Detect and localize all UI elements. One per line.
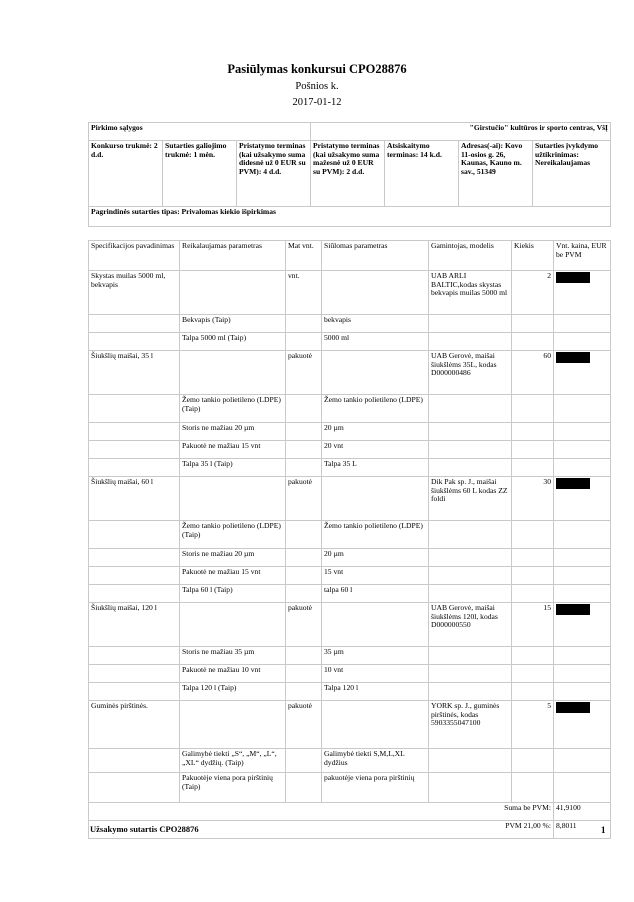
table-row — [89, 585, 611, 603]
unit — [286, 315, 322, 333]
unit — [286, 459, 322, 477]
column-header: Reikalaujamas parametras — [180, 241, 286, 271]
footer-order: Užsakymo sutartis CPO28876 — [90, 824, 199, 834]
offered-parameter: 10 vnt — [322, 665, 429, 683]
table-row — [89, 647, 611, 665]
buyer-name: "Girstučio" kultūros ir sporto centras, VšĮ — [311, 123, 611, 141]
item-name — [89, 749, 180, 773]
unit-price — [554, 549, 611, 567]
manufacturer — [429, 773, 512, 803]
item-name: Skystas muilas 5000 ml, bekvapis — [89, 271, 180, 315]
unit-price — [554, 333, 611, 351]
unit-price — [554, 459, 611, 477]
unit-price — [554, 423, 611, 441]
offered-parameter: bekvapis — [322, 315, 429, 333]
unit — [286, 567, 322, 585]
unit — [286, 773, 322, 803]
condition-cell: Pristatymo terminas (kai užsakymo suma mažesnė už 0 EUR su PVM): 2 d.d. — [311, 141, 385, 207]
table-row — [89, 683, 611, 701]
table-row — [89, 701, 611, 749]
table-row — [89, 423, 611, 441]
offered-parameter — [322, 477, 429, 521]
required-parameter: Storis ne mažiau 20 µm — [180, 549, 286, 567]
quantity — [512, 647, 554, 665]
unit — [286, 423, 322, 441]
item-name: Šiukšlių maišai, 120 l — [89, 603, 180, 647]
offered-parameter — [322, 271, 429, 315]
manufacturer — [429, 567, 512, 585]
unit-price — [554, 603, 611, 647]
table-row — [89, 749, 611, 773]
redacted-price — [556, 272, 590, 283]
required-parameter: Žemo tankio polietileno (LDPE) (Taip) — [180, 521, 286, 549]
offered-parameter: talpa 60 l — [322, 585, 429, 603]
unit — [286, 521, 322, 549]
manufacturer — [429, 549, 512, 567]
unit: pakuotė — [286, 701, 322, 749]
unit — [286, 749, 322, 773]
required-parameter: Pakuotė ne mažiau 10 vnt — [180, 665, 286, 683]
item-name: Šiukšlių maišai, 35 l — [89, 351, 180, 395]
table-row — [89, 395, 611, 423]
purchase-conditions-label: Pirkimo sąlygos — [89, 123, 311, 141]
column-header: Gamintojas, modelis — [429, 241, 512, 271]
required-parameter: Talpa 120 l (Taip) — [180, 683, 286, 701]
required-parameter: Bekvapis (Taip) — [180, 315, 286, 333]
unit-price — [554, 315, 611, 333]
manufacturer: Dik Pak sp. J., maišai šiukšlėms 60 L kodas ZZ foldi — [429, 477, 512, 521]
unit-price — [554, 567, 611, 585]
quantity — [512, 315, 554, 333]
conditions-table — [88, 122, 611, 227]
page-title: Pasiūlymas konkursui CPO28876 — [227, 62, 407, 76]
total-label: PVM 21,00 %: — [89, 821, 554, 839]
unit-price — [554, 271, 611, 315]
offered-parameter — [322, 701, 429, 749]
required-parameter — [180, 603, 286, 647]
column-header: Siūlomas parametras — [322, 241, 429, 271]
manufacturer — [429, 333, 512, 351]
condition-cell: Konkurso trukmė: 2 d.d. — [89, 141, 163, 207]
offered-parameter — [322, 351, 429, 395]
table-row — [89, 603, 611, 647]
condition-cell: Atsiskaitymo terminas: 14 k.d. — [385, 141, 459, 207]
unit: pakuotė — [286, 351, 322, 395]
sum-row — [89, 803, 611, 821]
unit — [286, 585, 322, 603]
required-parameter — [180, 351, 286, 395]
unit: pakuotė — [286, 477, 322, 521]
unit-price — [554, 585, 611, 603]
quantity — [512, 441, 554, 459]
manufacturer: UAB Gerovė, maišai šiukšlėms 35L, kodas D000000486 — [429, 351, 512, 395]
unit-price — [554, 701, 611, 749]
required-parameter: Pakuotėje viena pora pirštinių (Taip) — [180, 773, 286, 803]
quantity — [512, 683, 554, 701]
quantity — [512, 521, 554, 549]
manufacturer — [429, 441, 512, 459]
unit — [286, 549, 322, 567]
quantity: 2 — [512, 271, 554, 315]
quantity — [512, 773, 554, 803]
table-row — [89, 773, 611, 803]
specification-table — [88, 240, 611, 839]
item-name — [89, 773, 180, 803]
quantity — [512, 665, 554, 683]
unit-price — [554, 773, 611, 803]
required-parameter — [180, 271, 286, 315]
contract-type: Pagrindinės sutarties tipas: Privalomas kiekio išpirkimas — [89, 207, 611, 227]
table-row — [89, 315, 611, 333]
manufacturer — [429, 423, 512, 441]
table-row — [89, 665, 611, 683]
table-row — [89, 441, 611, 459]
quantity — [512, 549, 554, 567]
condition-cell: Sutarties įvykdymo užtikrinimas: Nereikalaujamas — [533, 141, 611, 207]
offered-parameter: Talpa 35 L — [322, 459, 429, 477]
manufacturer — [429, 315, 512, 333]
quantity — [512, 567, 554, 585]
quantity: 60 — [512, 351, 554, 395]
item-name — [89, 585, 180, 603]
quantity — [512, 395, 554, 423]
quantity — [512, 423, 554, 441]
manufacturer — [429, 665, 512, 683]
date: 2017-01-12 — [292, 97, 342, 108]
item-name — [89, 423, 180, 441]
offered-parameter: 20 vnt — [322, 441, 429, 459]
table-header-row — [89, 241, 611, 271]
column-header: Specifikacijos pavadinimas — [89, 241, 180, 271]
required-parameter — [180, 701, 286, 749]
offered-parameter: 15 vnt — [322, 567, 429, 585]
redacted-price — [556, 604, 590, 615]
column-header: Mat vnt. — [286, 241, 322, 271]
item-name — [89, 549, 180, 567]
condition-cell: Sutarties galiojimo trukmė: 1 mėn. — [163, 141, 237, 207]
unit: vnt. — [286, 271, 322, 315]
required-parameter: Storis ne mažiau 20 µm — [180, 423, 286, 441]
redacted-price — [556, 478, 590, 489]
quantity — [512, 459, 554, 477]
offered-parameter: Žemo tankio polietileno (LDPE) — [322, 395, 429, 423]
unit — [286, 333, 322, 351]
unit-price — [554, 351, 611, 395]
offered-parameter: 35 µm — [322, 647, 429, 665]
column-header: Kiekis — [512, 241, 554, 271]
quantity — [512, 333, 554, 351]
unit — [286, 683, 322, 701]
table-row — [89, 333, 611, 351]
required-parameter: Pakuotė ne mažiau 15 vnt — [180, 441, 286, 459]
unit-price — [554, 395, 611, 423]
unit-price — [554, 441, 611, 459]
table-row — [89, 521, 611, 549]
unit-price — [554, 477, 611, 521]
item-name — [89, 567, 180, 585]
offered-parameter: Talpa 120 l — [322, 683, 429, 701]
total-value: 41,9100 — [554, 803, 611, 821]
table-row — [89, 351, 611, 395]
item-name — [89, 459, 180, 477]
page-number: 1 — [601, 825, 606, 835]
redacted-price — [556, 352, 590, 363]
required-parameter: Galimybė tiekti „S“, „M“, „L“, „XL“ dydžių. (Taip) — [180, 749, 286, 773]
manufacturer — [429, 521, 512, 549]
manufacturer — [429, 395, 512, 423]
required-parameter: Žemo tankio polietileno (LDPE) (Taip) — [180, 395, 286, 423]
item-name — [89, 315, 180, 333]
author: Pošnios k. — [295, 81, 339, 92]
unit-price — [554, 647, 611, 665]
table-row — [89, 477, 611, 521]
offered-parameter: Žemo tankio polietileno (LDPE) — [322, 521, 429, 549]
unit — [286, 647, 322, 665]
manufacturer — [429, 585, 512, 603]
unit-price — [554, 683, 611, 701]
table-row — [89, 567, 611, 585]
offered-parameter: 20 µm — [322, 423, 429, 441]
column-header: Vnt. kaina, EUR be PVM — [554, 241, 611, 271]
table-row — [89, 271, 611, 315]
item-name — [89, 441, 180, 459]
required-parameter — [180, 477, 286, 521]
manufacturer — [429, 647, 512, 665]
manufacturer: YORK sp. J., guminės pirštinės, kodas 5903355047100 — [429, 701, 512, 749]
unit — [286, 665, 322, 683]
required-parameter: Talpa 35 l (Taip) — [180, 459, 286, 477]
required-parameter: Talpa 5000 ml (Taip) — [180, 333, 286, 351]
quantity — [512, 749, 554, 773]
required-parameter: Talpa 60 l (Taip) — [180, 585, 286, 603]
item-name — [89, 647, 180, 665]
offered-parameter — [322, 603, 429, 647]
unit — [286, 395, 322, 423]
total-label: Suma be PVM: — [89, 803, 554, 821]
unit-price — [554, 749, 611, 773]
item-name — [89, 665, 180, 683]
item-name — [89, 683, 180, 701]
manufacturer — [429, 683, 512, 701]
manufacturer: UAB ARLI BALTIC,kodas skystas bekvapis muilas 5000 ml — [429, 271, 512, 315]
required-parameter: Storis ne mažiau 35 µm — [180, 647, 286, 665]
table-row — [89, 549, 611, 567]
item-name — [89, 395, 180, 423]
redacted-price — [556, 702, 590, 713]
table-row — [89, 459, 611, 477]
offered-parameter: pakuotėje viena pora pirštinių — [322, 773, 429, 803]
manufacturer — [429, 749, 512, 773]
condition-cell: Adresas(-ai): Kovo 11-osios g. 26, Kaunas, Kauno m. sav., 51349 — [459, 141, 533, 207]
offered-parameter: Galimybė tiekti S,M,L,XL dydžius — [322, 749, 429, 773]
quantity — [512, 585, 554, 603]
unit-price — [554, 665, 611, 683]
offered-parameter: 5000 ml — [322, 333, 429, 351]
unit: pakuotė — [286, 603, 322, 647]
total-value: 8,8011 — [554, 821, 611, 839]
item-name: Guminės pirštinės. — [89, 701, 180, 749]
required-parameter: Pakuotė ne mažiau 15 vnt — [180, 567, 286, 585]
quantity: 15 — [512, 603, 554, 647]
item-name — [89, 333, 180, 351]
offered-parameter: 20 µm — [322, 549, 429, 567]
item-name: Šiukšlių maišai, 60 l — [89, 477, 180, 521]
unit-price — [554, 521, 611, 549]
quantity: 5 — [512, 701, 554, 749]
unit — [286, 441, 322, 459]
item-name — [89, 521, 180, 549]
manufacturer — [429, 459, 512, 477]
condition-cell: Pristatymo terminas (kai užsakymo suma didesnė už 0 EUR su PVM): 4 d.d. — [237, 141, 311, 207]
quantity: 30 — [512, 477, 554, 521]
manufacturer: UAB Gerovė, maišai šiukšlėms 120l, kodas D000000550 — [429, 603, 512, 647]
